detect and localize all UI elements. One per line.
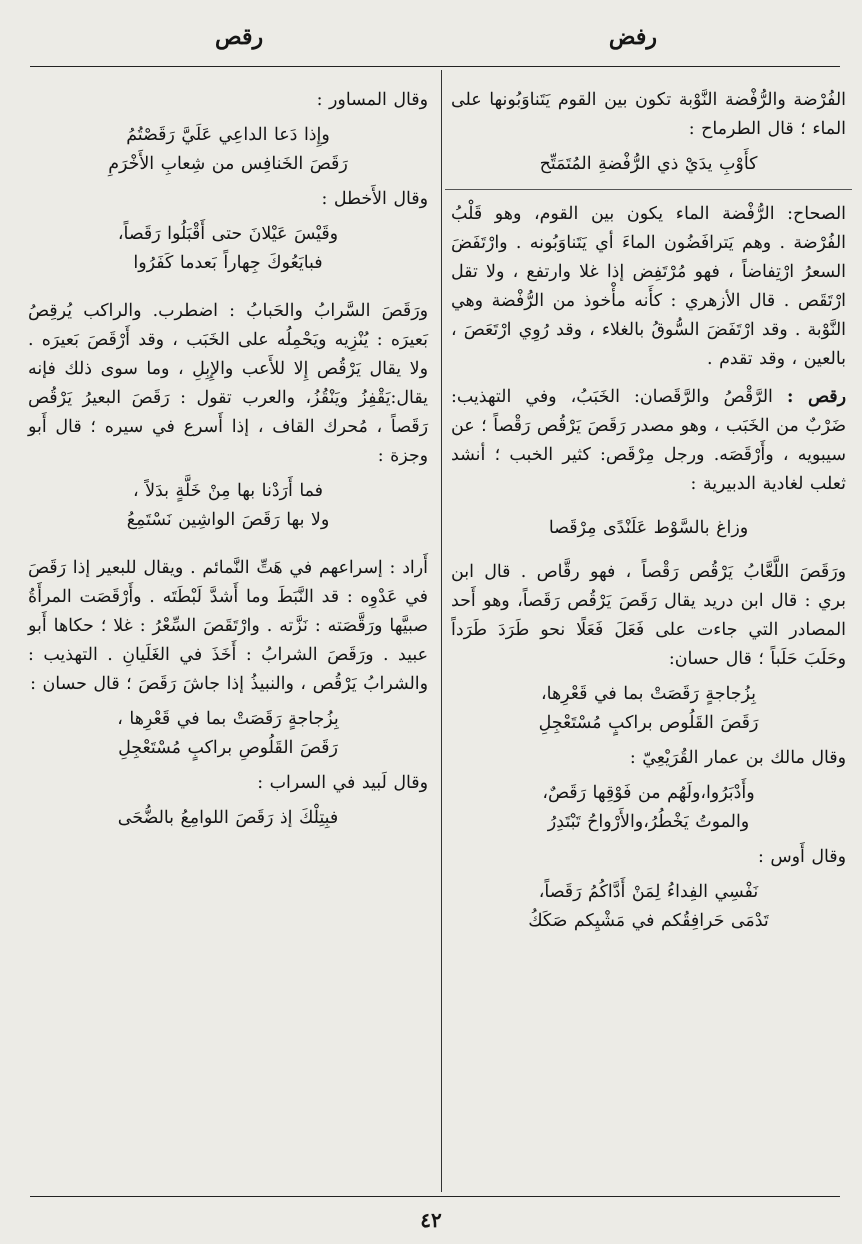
- header-rule: [30, 66, 840, 67]
- verse-line: كأَوْبِ يدَيْ ذي الرُّفْضةِ المُتَمَتِّح: [539, 154, 758, 174]
- verse-line: [451, 878, 846, 936]
- verse-hemistich: ولا بها رَقَصَ الواشِين نَسْتَمِعُ: [126, 510, 330, 530]
- verse-hemistich: رَقَصَ القَلُوصِ براكبٍ مُسْتَعْجِلِ: [118, 738, 338, 758]
- verse-hemistich: تَدْمَى حَرافِقُكم في مَشْيِكم صَكَكُ: [528, 911, 769, 931]
- paragraph: ورَقَصَ السَّرابُ والحَبابُ : اضطرب. والراكب يُرقِصُ بَعيرَه : يُنْزِيه ويَحْمِلُه على الخَبَب ، وقد أَرْقَصَ بَعيرَه . ولا يقال يَرْقُص إِلا للأَعب والإِبِلِ ، وما سوى ذلك فإنه يقال:يَقْفِزُ ويَنْقُزُ، والعرب تقول : رَقَصَ البعيرُ يَرْقُص رَقَصاً ، مُحرك القاف ، إذا أَسرع في سيره ؛ قال أَبو وجزة :: [28, 301, 428, 466]
- entry-headword: رقص :: [786, 387, 847, 407]
- paragraph: الصحاح: الرُّفْضة الماء يكون بين القوم، وهو قَلْبُ الفُرْضة . وهم يَترافَضُون الماءَ أي يَتَناوَبُونه . وارْتَفَضَ السعرُ ارْتِفاضاً ، فهو مُرْتَفِض إذا غلا وارتفع ، ولا تقل ارْتَقَص . قال الأزهري : كأَنه مأْخوذ من الرُّفْضة وهي النَّوْبة . وقد ارْتَفَضَ السُّوقُ بالغلاء ، وقد رُوِي ارْتَعَصَ ، بالعين ، وقد تقدم .: [451, 204, 846, 369]
- verse-hemistich: بِزُجاجةٍ رَقَصَتْ بما في قَعْرِها ،: [117, 709, 339, 729]
- verse-hemistich: فما أَرَدْنا بها مِنْ خَلَّةٍ بدَلاً ،: [133, 481, 323, 501]
- verse-line: [28, 220, 428, 278]
- footer-rule: [30, 1196, 840, 1197]
- verse-line: [451, 680, 846, 738]
- paragraph: وقال مالك بن عمار القُرَيْعِيّ :: [629, 748, 846, 768]
- left-column-headword: رقص: [215, 24, 264, 50]
- left-column: [28, 86, 428, 839]
- entry-text: الرَّقْصُ والرَّقَصان: الخَبَبُ، وفي التهذيب: ضَرْبٌ من الخَبَب ، وهو مصدر رَقَصَ يَرْقُص رَقْصاً ؛ عن سيبويه ، وأَرْقَصَه. ورجل مِرْقَص: كثير الخبب ؛ أنشد ثعلب لغادية الدبيرية :: [451, 387, 846, 494]
- column-divider: [441, 70, 442, 1192]
- right-column-headword: رفض: [608, 24, 657, 50]
- verse-hemistich: فبايَعُوكَ جِهاراً بَعدما كَفَرُوا: [133, 253, 323, 273]
- paragraph: وقال الأَخطل :: [321, 189, 428, 209]
- verse-line: فبِتِلْكَ إذ رَقَصَ اللوامِعُ بالضُّحَى: [117, 808, 339, 828]
- verse-hemistich: وإِذا دَعا الداعِي عَلَيَّ رَقَصْتُمُ: [126, 125, 330, 145]
- verse-hemistich: بِزُجاجةٍ رَقَصَتْ بما في قَعْرِها،: [541, 684, 756, 704]
- verse-hemistich: والموتُ يَخْطُرُ،والأَرْواحُ تَبْتَدِرُ: [547, 812, 750, 832]
- verse-hemistich: وأَدْبَرُوا،ولَهُم من فَوْقِها رَقَصٌ،: [542, 783, 755, 803]
- verse-hemistich: نَفْسِي الفِداءُ لِمَنْ أَدَّاكُمُ رَقَصاً،: [538, 882, 759, 902]
- page-number: ٤٢: [420, 1208, 442, 1232]
- section-divider: [445, 189, 852, 190]
- verse-line: وزاغ بالسَّوْط عَلَنْدًى مِرْقَصا: [548, 518, 749, 538]
- entry-paragraph: [451, 383, 846, 499]
- paragraph: ورَقَصَ اللَّعَّابُ يَرْقُص رَقْصاً ، فهو رقَّاص . قال ابن بري : قال ابن دريد يقال رَقَصَ يَرْقُص رَقَصاً، وهو أَحد المصادر التي جاءت على فَعَلَ فَعَلًا نحو طَرَدَ طَرَداً وحَلَبَ حَلَباً ؛ قال حسان:: [451, 562, 846, 669]
- verse-line: [28, 477, 428, 535]
- paragraph: وقال لَبيد في السراب :: [257, 773, 428, 793]
- paragraph: أَراد : إسراعهم في هَتِّ النَّمائم . ويقال للبعير إذا رَقَصَ في عَدْوِه : قد النَّبَطَ وما أَشدَّ لَبْطَتَه . وأَرْقَصَت المرأَةُ صبيَّها ورَقَّصَته : نَزَّته . وارْتَقَصَ السِّعْرُ : غلا ؛ حكاها أَبو عبيد . ورَقَصَ الشرابُ : أَخَذَ في الغَلَيانِ . التهذيب : والشرابُ يَرْقُص ، والنبيذُ إذا جاشَ رَقَصَ ؛ قال حسان :: [28, 558, 428, 694]
- paragraph: وقال المساور :: [316, 90, 428, 110]
- verse-hemistich: رَقَصَ القَلُوص براكبٍ مُسْتَعْجِلِ: [538, 713, 759, 733]
- right-column: [451, 86, 846, 942]
- verse-hemistich: وقَيْسَ عَيْلانَ حتى أَقْبَلُوا رَقَصاً،: [117, 224, 339, 244]
- verse-hemistich: رَقَصَ الخَنافِس من شِعابِ الأَخْرَمِ: [108, 154, 348, 174]
- verse-line: [28, 705, 428, 763]
- paragraph: وقال أَوس :: [757, 847, 846, 867]
- verse-line: [451, 779, 846, 837]
- verse-line: [28, 121, 428, 179]
- paragraph: الفُرْضة والرُّفْضة النَّوْبة تكون بين القوم يَتَناوَبُونها على الماء ؛ قال الطرماح :: [451, 90, 846, 139]
